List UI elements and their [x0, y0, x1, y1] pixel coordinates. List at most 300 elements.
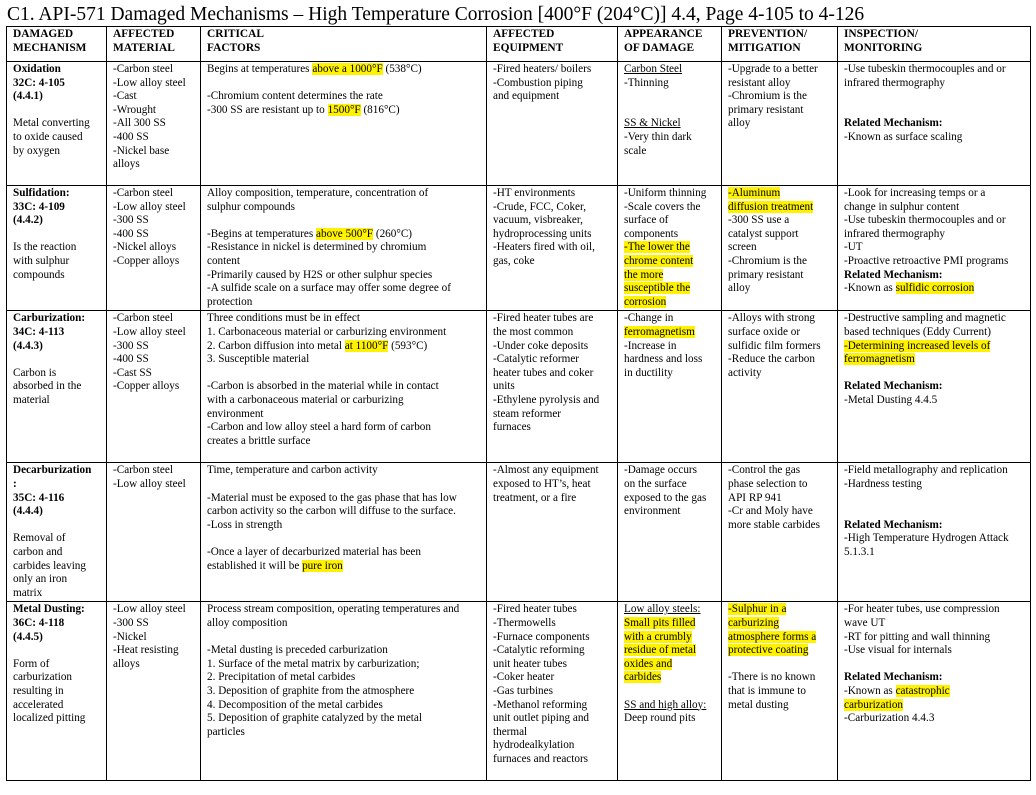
cell-text: to oxide caused: [13, 130, 83, 143]
cell-line: [624, 603, 718, 617]
cell-text: -Fired heaters/ boilers: [493, 63, 592, 75]
cell-line: [207, 228, 483, 242]
header-line: CRITICAL: [207, 28, 264, 40]
cell-text: -400 SS: [113, 227, 149, 240]
cell-line: [13, 685, 103, 699]
cell-text: -Combustion piping: [493, 76, 583, 89]
cell-line: [13, 505, 103, 519]
cell-text: primary resistant: [728, 268, 804, 281]
cell-text: vacuum, visbreaker,: [493, 214, 583, 227]
cell-text: particles: [207, 725, 245, 738]
cell-spacer: [13, 519, 103, 533]
cell-line: [13, 255, 103, 269]
cell-text: carbides leaving: [13, 559, 86, 572]
cell-text: catalyst support: [728, 227, 799, 240]
cell-text: -300 SS: [113, 616, 149, 629]
col-header-appearance-of-damage: [618, 27, 722, 62]
cell-line: [844, 546, 1027, 560]
header-line: DAMAGED: [13, 28, 74, 40]
header-line: INSPECTION/: [844, 28, 919, 40]
cell-line: [624, 63, 718, 77]
cell-text: (593°C): [388, 339, 428, 352]
cell-factors: [201, 311, 487, 463]
highlighted-text: -The lower the: [624, 241, 690, 254]
highlighted-text: carburization: [844, 698, 904, 711]
cell-text: Low alloy steels:: [624, 603, 701, 616]
cell-text: primary resistant: [728, 103, 804, 116]
document-title: C1. API-571 Damaged Mechanisms – High Temperature Corrosion [400°F (204°C)] 4.4, Page 4-105 to 4-126: [7, 4, 865, 25]
cell-line: [113, 131, 197, 145]
cell-line: [728, 492, 834, 506]
cell-line: [844, 340, 1027, 354]
cell-text: Decarburization: [13, 464, 92, 477]
cell-line: [113, 255, 197, 269]
cell-line: [207, 90, 483, 104]
cell-line: [13, 241, 103, 255]
header-line: AFFECTED: [113, 28, 175, 40]
cell-text: -Methanol reforming: [493, 698, 588, 711]
cell-text: -Upgrade to a better: [728, 63, 818, 75]
cell-line: [728, 117, 834, 131]
cell-text: 35C: 4-116: [13, 491, 65, 504]
cell-line: [493, 492, 614, 506]
cell-line: [493, 699, 614, 713]
cell-text: activity: [728, 366, 762, 379]
cell-spacer: [624, 104, 718, 118]
cell-text: -Known as surface scaling: [844, 130, 963, 143]
cell-line: [728, 617, 834, 631]
cell-text: -400 SS: [113, 353, 149, 366]
cell-line: [493, 712, 614, 726]
cell-line: [624, 214, 718, 228]
cell-text: -Low alloy steel: [113, 325, 186, 338]
cell-line: [493, 367, 614, 381]
table-row-sulfidation: [7, 186, 1031, 311]
cell-text: -Uniform thinning: [624, 187, 707, 199]
cell-line: [844, 353, 1027, 367]
cell-line: [207, 282, 483, 296]
cell-text: alloys: [113, 158, 140, 171]
cell-line: [624, 282, 718, 296]
cell-text: -300 SS are resistant up to: [207, 103, 328, 116]
cell-line: [13, 380, 103, 394]
cell-text: -Low alloy steel: [113, 477, 186, 490]
cell-text: -Use tubeskin thermocouples and or: [844, 63, 1006, 75]
cell-text: alloys: [113, 657, 140, 670]
cell-text: that is immune to: [728, 684, 806, 697]
cell-text: infrared thermography: [844, 76, 945, 89]
cell-spacer: [207, 478, 483, 492]
cell-line: [728, 187, 834, 201]
cell-text: Carbon is: [13, 366, 57, 379]
cell-line: [113, 158, 197, 172]
cell-text: Is the reaction: [13, 241, 77, 254]
cell-text: -Catalytic reformer: [493, 353, 580, 366]
cell-text: -Destructive sampling and magnetic: [844, 312, 1006, 325]
cell-text: -Furnace components: [493, 630, 590, 643]
cell-text: sulphur compounds: [207, 200, 295, 213]
cell-inspection: [838, 463, 1031, 602]
cell-text: in ductility: [624, 366, 673, 379]
cell-spacer: [207, 367, 483, 381]
cell-line: [113, 340, 197, 354]
highlighted-text: sulfidic corrosion: [895, 282, 975, 295]
cell-line: [207, 421, 483, 435]
cell-prevention: [722, 186, 838, 311]
cell-line: [493, 644, 614, 658]
cell-text: material: [13, 393, 50, 406]
cell-line: [13, 546, 103, 560]
cell-text: -Gas turbines: [493, 684, 553, 697]
cell-text: change in sulphur content: [844, 200, 960, 213]
cell-line: [13, 367, 103, 381]
cell-line: [13, 478, 103, 492]
cell-text: -Known as: [844, 684, 896, 697]
cell-mechanism: [7, 186, 107, 311]
cell-line: [728, 326, 834, 340]
cell-text: -Coker heater: [493, 671, 555, 684]
table-row-oxidation: [7, 62, 1031, 186]
cell-line: [13, 117, 103, 131]
cell-text: 1. Carbonaceous material or carburizing environment: [207, 325, 447, 338]
cell-text: -Cast: [113, 90, 137, 103]
cell-line: [493, 739, 614, 753]
cell-line: [493, 312, 614, 326]
cell-spacer: [844, 367, 1027, 381]
cell-text: -Use visual for internals: [844, 644, 952, 657]
cell-spacer: [13, 644, 103, 658]
cell-factors: [201, 602, 487, 781]
cell-equipment: [487, 186, 618, 311]
table-header-row: [7, 27, 1031, 62]
cell-line: [113, 228, 197, 242]
cell-line: [13, 671, 103, 685]
cell-text: -Alloys with strong: [728, 312, 816, 325]
cell-line: [113, 464, 197, 478]
cell-text: scale: [624, 144, 647, 157]
cell-line: [207, 63, 483, 77]
cell-line: [844, 671, 1027, 685]
cell-text: 1. Surface of the metal matrix by carburization;: [207, 657, 420, 670]
cell-appearance: [618, 186, 722, 311]
cell-line: [624, 631, 718, 645]
cell-text: only an iron: [13, 573, 68, 586]
cell-line: [728, 478, 834, 492]
cell-prevention: [722, 62, 838, 186]
cell-line: [728, 631, 834, 645]
cell-text: -Carbon is absorbed in the material while in contact: [207, 380, 439, 393]
highlighted-text: carbides: [624, 671, 662, 684]
cell-text: -Once a layer of decarburized material has been: [207, 545, 421, 558]
cell-text: -Nickel base: [113, 144, 170, 157]
highlighted-text: oxides and: [624, 657, 673, 670]
cell-text: -Thermowells: [493, 616, 556, 629]
cell-line: [13, 603, 103, 617]
highlighted-text: with a crumbly: [624, 630, 692, 643]
cell-line: [13, 90, 103, 104]
cell-text: components: [624, 227, 679, 240]
cell-text: surface of: [624, 214, 669, 227]
cell-line: [493, 255, 614, 269]
cell-line: [207, 685, 483, 699]
cell-factors: [201, 62, 487, 186]
cell-text: (4.4.3): [13, 339, 43, 352]
cell-line: [624, 353, 718, 367]
cell-line: [493, 90, 614, 104]
cell-equipment: [487, 602, 618, 781]
table-row-decarburization: [7, 463, 1031, 602]
cell-text: -Control the gas: [728, 464, 801, 477]
col-header-inspection-monitoring: [838, 27, 1031, 62]
cell-line: [113, 241, 197, 255]
cell-line: [844, 685, 1027, 699]
cell-text: -Change in: [624, 312, 674, 325]
cell-line: [113, 326, 197, 340]
cell-text: alloy: [728, 282, 751, 295]
cell-line: [624, 77, 718, 91]
cell-text: -Chromium content determines the rate: [207, 90, 383, 103]
cell-text: environment: [207, 407, 264, 420]
cell-line: [728, 282, 834, 296]
cell-text: 5. Deposition of graphite catalyzed by the metal: [207, 712, 422, 725]
cell-text: 34C: 4-113: [13, 325, 65, 338]
cell-text: -Chromium is the: [728, 90, 807, 103]
cell-line: [113, 214, 197, 228]
cell-spacer: [728, 658, 834, 672]
cell-text: -Resistance in nickel is determined by chromium: [207, 241, 427, 254]
cell-line: [493, 671, 614, 685]
cell-line: [493, 380, 614, 394]
cell-line: [844, 201, 1027, 215]
cell-line: [207, 312, 483, 326]
cell-line: [207, 644, 483, 658]
cell-spacer: [844, 658, 1027, 672]
cell-line: [493, 617, 614, 631]
cell-text: -Proactive retroactive PMI programs: [844, 254, 1009, 267]
cell-text: hydroprocessing units: [493, 227, 592, 240]
cell-line: [493, 201, 614, 215]
cell-mechanism: [7, 463, 107, 602]
cell-text: -Carburization 4.4.3: [844, 712, 935, 725]
cell-equipment: [487, 463, 618, 602]
cell-line: [13, 340, 103, 354]
cell-line: [728, 699, 834, 713]
cell-line: [13, 532, 103, 546]
cell-line: [207, 326, 483, 340]
cell-text: -300 SS: [113, 339, 149, 352]
col-header-affected-material: [107, 27, 201, 62]
cell-line: [13, 326, 103, 340]
cell-text: with a carbonaceous material or carburizing: [207, 393, 404, 406]
cell-appearance: [618, 62, 722, 186]
col-header-damaged-mechanism: [7, 27, 107, 62]
cell-line: [728, 644, 834, 658]
cell-line: [13, 587, 103, 601]
cell-line: [13, 269, 103, 283]
cell-text: -Look for increasing temps or a: [844, 187, 986, 199]
cell-text: Carbon Steel: [624, 63, 683, 75]
cell-text: 4. Decomposition of the metal carbides: [207, 698, 383, 711]
cell-line: [728, 77, 834, 91]
cell-line: [728, 241, 834, 255]
cell-text: -Carbon steel: [113, 187, 173, 199]
highlighted-text: above 500°F: [316, 227, 374, 240]
cell-material: [107, 311, 201, 463]
cell-text: phase selection to: [728, 477, 808, 490]
cell-line: [207, 617, 483, 631]
cell-material: [107, 186, 201, 311]
cell-line: [13, 187, 103, 201]
cell-line: [207, 201, 483, 215]
header-line: MECHANISM: [13, 41, 87, 54]
cell-spacer: [207, 77, 483, 91]
cell-text: -Carbon steel: [113, 63, 173, 75]
cell-line: [728, 228, 834, 242]
cell-text: localized pitting: [13, 712, 86, 725]
damage-mechanisms-table: [6, 26, 1031, 781]
cell-line: [624, 671, 718, 685]
cell-text: -A sulfide scale on a surface may offer some degree of: [207, 282, 451, 295]
cell-text: -400 SS: [113, 130, 149, 143]
cell-line: [207, 380, 483, 394]
cell-line: [844, 326, 1027, 340]
cell-line: [207, 658, 483, 672]
cell-appearance: [618, 311, 722, 463]
cell-text: heater tubes and coker: [493, 366, 594, 379]
cell-text: -Heaters fired with oil,: [493, 241, 595, 254]
cell-text: -Copper alloys: [113, 254, 180, 267]
cell-line: [493, 77, 614, 91]
highlighted-text: above a 1000°F: [312, 63, 383, 75]
cell-text: -All 300 SS: [113, 117, 166, 130]
cell-line: [13, 712, 103, 726]
cell-line: [113, 312, 197, 326]
cell-appearance: [618, 463, 722, 602]
cell-prevention: [722, 602, 838, 781]
cell-text: treatment, or a fire: [493, 491, 577, 504]
table-row-metal-dusting: [7, 602, 1031, 781]
cell-text: :: [13, 477, 17, 490]
cell-text: -Wrought: [113, 103, 157, 116]
cell-line: [728, 90, 834, 104]
cell-inspection: [838, 311, 1031, 463]
cell-text: alloy: [728, 117, 751, 130]
cell-text: -Low alloy steel: [113, 200, 186, 213]
table-row-carburization: [7, 311, 1031, 463]
header-line: MATERIAL: [113, 41, 175, 54]
cell-text: -Crude, FCC, Coker,: [493, 200, 587, 213]
cell-line: [493, 726, 614, 740]
header-line: APPEARANCE: [624, 28, 703, 40]
cell-spacer: [207, 532, 483, 546]
cell-text: alloy composition: [207, 616, 288, 629]
cell-text: -Fired heater tubes are: [493, 312, 594, 325]
cell-line: [113, 658, 197, 672]
cell-equipment: [487, 62, 618, 186]
cell-line: [624, 117, 718, 131]
cell-line: [493, 603, 614, 617]
cell-appearance: [618, 602, 722, 781]
col-header-critical-factors: [201, 27, 487, 62]
cell-spacer: [844, 505, 1027, 519]
cell-line: [113, 478, 197, 492]
cell-line: [624, 712, 718, 726]
cell-text: -Under coke deposits: [493, 339, 589, 352]
cell-text: -Chromium is the: [728, 254, 807, 267]
cell-line: [624, 255, 718, 269]
highlighted-text: atmosphere forms a: [728, 630, 817, 643]
highlighted-text: corrosion: [624, 295, 667, 308]
cell-prevention: [722, 463, 838, 602]
cell-line: [624, 505, 718, 519]
cell-line: [844, 312, 1027, 326]
cell-text: Metal converting: [13, 117, 90, 130]
cell-line: [493, 753, 614, 767]
cell-spacer: [624, 90, 718, 104]
cell-spacer: [624, 685, 718, 699]
cell-line: [207, 699, 483, 713]
cell-text: -Nickel: [113, 630, 147, 643]
cell-inspection: [838, 186, 1031, 311]
cell-line: [207, 435, 483, 449]
cell-line: [113, 631, 197, 645]
cell-line: [113, 117, 197, 131]
cell-text: Form of: [13, 657, 50, 670]
cell-text: content: [207, 254, 240, 267]
cell-text: -Heat resisting: [113, 644, 179, 657]
cell-text: -300 SS: [113, 214, 149, 227]
cell-line: [728, 685, 834, 699]
cell-text: carbon and: [13, 545, 63, 558]
cell-line: [844, 644, 1027, 658]
cell-prevention: [722, 311, 838, 463]
cell-text: -Low alloy steel: [113, 603, 186, 616]
cell-line: [207, 726, 483, 740]
cell-text: protection: [207, 295, 253, 308]
cell-line: [493, 228, 614, 242]
highlighted-text: protective coating: [728, 644, 809, 657]
cell-line: [13, 77, 103, 91]
cell-text: (4.4.1): [13, 90, 43, 103]
cell-text: -Material must be exposed to the gas phase that has low: [207, 491, 457, 504]
cell-text: (4.4.4): [13, 505, 43, 518]
cell-text: unit outlet piping and: [493, 712, 590, 725]
cell-text: (538°C): [382, 63, 422, 75]
highlighted-text: ferromagnetism: [624, 325, 695, 338]
cell-line: [13, 201, 103, 215]
cell-line: [13, 214, 103, 228]
cell-text: on the surface: [624, 477, 687, 490]
cell-line: [113, 353, 197, 367]
cell-text: -High Temperature Hydrogen Attack: [844, 532, 1009, 545]
cell-text: -Thinning: [624, 76, 669, 89]
cell-line: [624, 201, 718, 215]
cell-text: (4.4.2): [13, 214, 43, 227]
cell-line: [728, 671, 834, 685]
cell-line: [207, 269, 483, 283]
cell-spacer: [844, 90, 1027, 104]
cell-line: [13, 63, 103, 77]
cell-line: [624, 492, 718, 506]
cell-line: [728, 464, 834, 478]
cell-text: -Copper alloys: [113, 380, 180, 393]
cell-line: [493, 478, 614, 492]
cell-text: 2. Carbon diffusion into metal: [207, 339, 345, 352]
cell-line: [113, 104, 197, 118]
highlighted-text: diffusion treatment: [728, 200, 814, 213]
cell-line: [844, 241, 1027, 255]
cell-spacer: [207, 214, 483, 228]
